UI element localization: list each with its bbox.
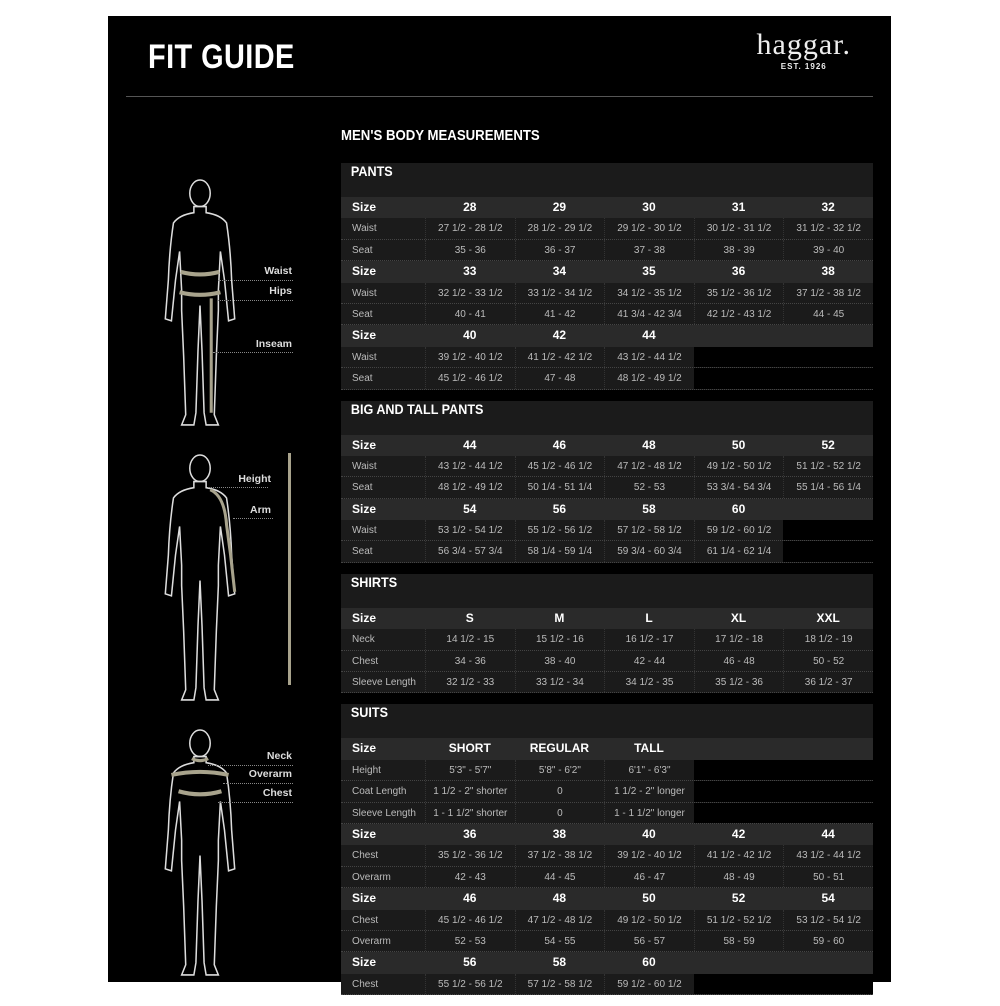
measurement-value: 41 1/2 - 42 1/2 xyxy=(694,845,784,865)
measurement-value: 48 - 49 xyxy=(694,867,784,887)
measurement-label: Chest xyxy=(352,850,379,862)
overarm-leader-line xyxy=(223,783,293,784)
measurement-value: 0 xyxy=(515,781,605,801)
measurement-value: 39 - 40 xyxy=(783,240,873,260)
measurement-value: 51 1/2 - 52 1/2 xyxy=(694,910,784,930)
overarm-label: Overarm xyxy=(248,768,292,780)
size-label: Size xyxy=(352,891,377,906)
measurement-value xyxy=(783,974,873,994)
measurement-value: 59 1/2 - 60 1/2 xyxy=(694,520,784,540)
measurement-value: 41 - 42 xyxy=(515,304,605,324)
size-row xyxy=(341,499,873,520)
measurement-value: 1 - 1 1/2" longer xyxy=(604,803,694,823)
measurement-value: 61 1/4 - 62 1/4 xyxy=(694,541,784,561)
size-value: 58 xyxy=(642,501,656,516)
size-value: 56 xyxy=(463,955,477,970)
measurement-tables xyxy=(341,163,873,1006)
measurement-value xyxy=(783,347,873,367)
size-label: Size xyxy=(352,826,377,841)
measurement-value: 55 1/4 - 56 1/4 xyxy=(783,477,873,497)
neck-leader-line xyxy=(208,765,293,766)
measurement-value xyxy=(694,760,784,780)
size-value: 44 xyxy=(463,437,477,452)
size-value: 33 xyxy=(463,264,477,279)
measurement-label: Seat xyxy=(352,482,373,494)
size-value: 36 xyxy=(463,826,477,841)
measurement-label: Seat xyxy=(352,546,373,558)
measurement-value: 53 1/2 - 54 1/2 xyxy=(783,910,873,930)
size-row xyxy=(341,325,873,346)
brand-name: haggar. xyxy=(756,28,851,61)
size-value: 48 xyxy=(642,437,656,452)
measurement-value: 47 1/2 - 48 1/2 xyxy=(604,456,694,476)
pants-body-figure-icon xyxy=(155,178,245,428)
size-row xyxy=(341,435,873,456)
measurement-row xyxy=(341,672,873,693)
height-label: Height xyxy=(238,473,271,485)
measurement-value: 53 1/2 - 54 1/2 xyxy=(425,520,515,540)
waist-label: Waist xyxy=(264,265,292,277)
measurement-value: 38 - 39 xyxy=(694,240,784,260)
table-title: BIG AND TALL PANTS xyxy=(350,400,484,417)
measurement-row xyxy=(341,520,873,541)
measurement-value: 41 3/4 - 42 3/4 xyxy=(604,304,694,324)
measurement-value: 1 - 1 1/2" shorter xyxy=(425,803,515,823)
measurement-label: Overarm xyxy=(352,871,391,883)
measurement-label: Waist xyxy=(352,223,377,235)
size-value: TALL xyxy=(634,741,664,756)
size-value: M xyxy=(554,610,565,625)
size-value xyxy=(694,738,784,759)
size-value: 50 xyxy=(642,891,656,906)
measurement-value: 50 - 51 xyxy=(783,867,873,887)
size-table-shirts xyxy=(341,574,873,694)
measurement-label: Waist xyxy=(352,351,377,363)
measurement-value: 35 1/2 - 36 1/2 xyxy=(694,283,784,303)
measurement-value: 42 - 43 xyxy=(425,867,515,887)
measurement-value xyxy=(783,541,873,561)
measurement-value: 59 1/2 - 60 1/2 xyxy=(604,974,694,994)
size-row xyxy=(341,197,873,218)
measurement-row xyxy=(341,974,873,995)
measurement-row xyxy=(341,651,873,672)
measurement-value: 16 1/2 - 17 xyxy=(604,629,694,649)
neck-label: Neck xyxy=(266,750,292,762)
size-row xyxy=(341,888,873,909)
measurement-label: Coat Length xyxy=(352,786,407,798)
measurement-value: 34 1/2 - 35 1/2 xyxy=(604,283,694,303)
measurement-value: 35 1/2 - 36 1/2 xyxy=(425,845,515,865)
measurement-value: 34 - 36 xyxy=(425,651,515,671)
measurement-row xyxy=(341,867,873,888)
size-value xyxy=(783,325,873,346)
measurement-label: Chest xyxy=(352,655,379,667)
size-label: Size xyxy=(352,741,377,756)
measurement-row xyxy=(341,218,873,239)
table-title: SUITS xyxy=(350,704,389,721)
size-value: 54 xyxy=(463,501,477,516)
inseam-leader-line xyxy=(213,352,293,353)
size-value: 42 xyxy=(731,826,746,841)
measurement-value: 54 - 55 xyxy=(515,931,605,951)
size-label: Size xyxy=(352,328,377,343)
size-label: Size xyxy=(352,610,377,625)
measurement-value: 50 - 52 xyxy=(783,651,873,671)
measurement-label: Waist xyxy=(352,287,377,299)
height-leader-line xyxy=(208,487,268,488)
measurement-value: 32 1/2 - 33 xyxy=(425,672,515,692)
measurement-value xyxy=(694,974,784,994)
measurement-value: 14 1/2 - 15 xyxy=(425,629,515,649)
measurement-row xyxy=(341,803,873,824)
arm-label: Arm xyxy=(249,504,271,516)
size-value: 48 xyxy=(552,891,567,906)
size-value: 34 xyxy=(552,264,567,279)
measurement-value: 46 - 47 xyxy=(604,867,694,887)
measurement-value: 44 - 45 xyxy=(515,867,605,887)
size-table-suits xyxy=(341,704,873,995)
measurement-value: 32 1/2 - 33 1/2 xyxy=(425,283,515,303)
measurement-value: 36 1/2 - 37 xyxy=(783,672,873,692)
measurement-value: 44 - 45 xyxy=(783,304,873,324)
size-value: 32 xyxy=(821,200,835,214)
height-arm-body-figure-icon xyxy=(155,453,245,703)
fit-guide-panel xyxy=(108,16,891,990)
chest-leader-line xyxy=(218,802,293,803)
size-value: XL xyxy=(730,610,747,625)
measurement-value: 38 - 40 xyxy=(515,651,605,671)
measurement-value: 42 1/2 - 43 1/2 xyxy=(694,304,784,324)
size-value: 40 xyxy=(642,826,656,841)
measurement-label: Waist xyxy=(352,460,377,472)
measurement-value: 37 1/2 - 38 1/2 xyxy=(515,845,605,865)
size-label: Size xyxy=(352,955,377,970)
hips-label: Hips xyxy=(269,285,292,297)
measurement-value: 56 - 57 xyxy=(604,931,694,951)
table-title: PANTS xyxy=(350,163,393,179)
height-measure-bar xyxy=(288,453,291,685)
size-value: 42 xyxy=(552,328,567,343)
measurement-value: 55 1/2 - 56 1/2 xyxy=(515,520,605,540)
measurement-label: Sleeve Length xyxy=(352,677,416,689)
measurement-value: 50 1/4 - 51 1/4 xyxy=(515,477,605,497)
measurement-row xyxy=(341,477,873,498)
measurement-value: 40 - 41 xyxy=(425,304,515,324)
measurement-value: 52 - 53 xyxy=(425,931,515,951)
measurement-row xyxy=(341,368,873,389)
measurement-row xyxy=(341,240,873,261)
size-value: L xyxy=(645,610,653,625)
measurement-row xyxy=(341,760,873,781)
size-label: Size xyxy=(352,264,377,279)
measurement-value: 35 - 36 xyxy=(425,240,515,260)
size-value: 30 xyxy=(642,200,656,214)
waist-leader-line xyxy=(218,280,293,281)
size-value: 52 xyxy=(821,437,835,452)
size-value: S xyxy=(465,610,474,625)
measurement-value xyxy=(783,803,873,823)
measurement-value: 33 1/2 - 34 xyxy=(515,672,605,692)
size-value: 60 xyxy=(731,501,746,516)
measurement-value xyxy=(783,781,873,801)
measurement-value: 52 - 53 xyxy=(604,477,694,497)
measurement-row xyxy=(341,910,873,931)
measurement-value: 39 1/2 - 40 1/2 xyxy=(425,347,515,367)
measurement-value: 6'1" - 6'3" xyxy=(604,760,694,780)
size-value: 56 xyxy=(552,501,567,516)
measurement-value: 57 1/2 - 58 1/2 xyxy=(604,520,694,540)
measurement-value: 42 - 44 xyxy=(604,651,694,671)
measurement-value: 48 1/2 - 49 1/2 xyxy=(425,477,515,497)
measurement-value: 56 3/4 - 57 3/4 xyxy=(425,541,515,561)
size-value: 29 xyxy=(552,200,567,214)
measurement-value: 45 1/2 - 46 1/2 xyxy=(425,910,515,930)
size-value xyxy=(694,325,784,346)
measurement-value xyxy=(783,520,873,540)
size-row xyxy=(341,952,873,973)
measurement-value: 41 1/2 - 42 1/2 xyxy=(515,347,605,367)
measurement-value: 34 1/2 - 35 xyxy=(604,672,694,692)
measurement-value: 43 1/2 - 44 1/2 xyxy=(604,347,694,367)
measurement-value: 39 1/2 - 40 1/2 xyxy=(604,845,694,865)
measurement-row xyxy=(341,845,873,866)
size-value: 54 xyxy=(821,891,835,906)
measurement-value: 15 1/2 - 16 xyxy=(515,629,605,649)
size-value: REGULAR xyxy=(529,741,590,756)
measurement-value: 37 - 38 xyxy=(604,240,694,260)
measurement-label: Seat xyxy=(352,244,373,256)
measurement-value: 5'3" - 5'7" xyxy=(425,760,515,780)
measurement-row xyxy=(341,347,873,368)
measurement-value: 1 1/2 - 2" shorter xyxy=(425,781,515,801)
measurement-row xyxy=(341,629,873,650)
size-label: Size xyxy=(352,501,377,516)
measurement-row xyxy=(341,304,873,325)
size-value: 28 xyxy=(463,200,477,214)
measurement-row xyxy=(341,283,873,304)
brand-tagline: EST. 1926 xyxy=(780,62,827,71)
size-value: 60 xyxy=(642,955,656,970)
size-value: 46 xyxy=(552,437,567,452)
size-value: SHORT xyxy=(448,741,491,756)
measurement-row xyxy=(341,541,873,562)
size-row xyxy=(341,824,873,845)
size-value xyxy=(694,952,784,973)
measurement-value: 45 1/2 - 46 1/2 xyxy=(515,456,605,476)
measurement-value: 58 1/4 - 59 1/4 xyxy=(515,541,605,561)
measurement-value: 31 1/2 - 32 1/2 xyxy=(783,218,873,238)
measurement-value: 35 1/2 - 36 xyxy=(694,672,784,692)
measurement-value: 28 1/2 - 29 1/2 xyxy=(515,218,605,238)
size-value: 50 xyxy=(731,437,746,452)
measurement-row xyxy=(341,931,873,952)
measurement-label: Sleeve Length xyxy=(352,807,416,819)
measurement-label: Chest xyxy=(352,978,379,990)
size-value: 38 xyxy=(552,826,567,841)
measurement-value: 55 1/2 - 56 1/2 xyxy=(425,974,515,994)
measurement-label: Seat xyxy=(352,373,373,385)
size-value xyxy=(783,499,873,520)
measurement-value: 37 1/2 - 38 1/2 xyxy=(783,283,873,303)
chest-label: Chest xyxy=(262,787,292,799)
size-value: 46 xyxy=(463,891,477,906)
measurement-value: 45 1/2 - 46 1/2 xyxy=(425,368,515,388)
size-row xyxy=(341,608,873,629)
measurement-label: Overarm xyxy=(352,935,391,947)
measurement-value: 0 xyxy=(515,803,605,823)
measurement-value: 53 3/4 - 54 3/4 xyxy=(694,477,784,497)
size-value: 40 xyxy=(463,328,477,343)
measurement-value: 43 1/2 - 44 1/2 xyxy=(425,456,515,476)
size-value: 44 xyxy=(821,826,835,841)
measurement-value xyxy=(783,760,873,780)
section-heading: MEN'S BODY MEASUREMENTS xyxy=(341,127,540,144)
hips-leader-line xyxy=(218,300,293,301)
size-label: Size xyxy=(352,200,377,214)
measurement-value xyxy=(783,368,873,388)
measurement-value: 18 1/2 - 19 xyxy=(783,629,873,649)
measurement-value: 47 1/2 - 48 1/2 xyxy=(515,910,605,930)
measurement-label: Seat xyxy=(352,308,373,320)
measurement-value xyxy=(694,781,784,801)
size-table-pants xyxy=(341,163,873,390)
size-value: 35 xyxy=(642,264,656,279)
measurement-value: 36 - 37 xyxy=(515,240,605,260)
measurement-value: 33 1/2 - 34 1/2 xyxy=(515,283,605,303)
measurement-value: 27 1/2 - 28 1/2 xyxy=(425,218,515,238)
measurement-value xyxy=(694,803,784,823)
size-table-big-and-tall-pants xyxy=(341,401,873,563)
measurement-value: 49 1/2 - 50 1/2 xyxy=(694,456,784,476)
size-row xyxy=(341,738,873,759)
size-value: 44 xyxy=(642,328,656,343)
measurement-value: 59 3/4 - 60 3/4 xyxy=(604,541,694,561)
measurement-value xyxy=(694,368,784,388)
measurement-value: 17 1/2 - 18 xyxy=(694,629,784,649)
size-value: XXL xyxy=(816,610,840,625)
size-value xyxy=(783,952,873,973)
haggar-logo xyxy=(757,28,851,71)
measurement-value xyxy=(694,347,784,367)
header-divider xyxy=(126,96,873,97)
size-value: 52 xyxy=(731,891,746,906)
size-value: 38 xyxy=(821,264,835,279)
arm-leader-line xyxy=(233,518,273,519)
measurement-value: 58 - 59 xyxy=(694,931,784,951)
measurement-label: Chest xyxy=(352,914,379,926)
measurement-row xyxy=(341,456,873,477)
measurement-value: 46 - 48 xyxy=(694,651,784,671)
measurement-value: 29 1/2 - 30 1/2 xyxy=(604,218,694,238)
measurement-row xyxy=(341,781,873,802)
size-value: 58 xyxy=(552,955,567,970)
measurement-value: 49 1/2 - 50 1/2 xyxy=(604,910,694,930)
size-value: 31 xyxy=(731,200,746,214)
inseam-label: Inseam xyxy=(255,338,292,350)
measurement-label: Height xyxy=(352,764,381,776)
measurement-label: Neck xyxy=(352,634,375,646)
measurement-value: 30 1/2 - 31 1/2 xyxy=(694,218,784,238)
measurement-value: 1 1/2 - 2" longer xyxy=(604,781,694,801)
table-title: SHIRTS xyxy=(350,573,398,590)
size-value: 36 xyxy=(731,264,746,279)
size-value xyxy=(783,738,873,759)
measurement-value: 47 - 48 xyxy=(515,368,605,388)
measurement-value: 43 1/2 - 44 1/2 xyxy=(783,845,873,865)
size-label: Size xyxy=(352,437,377,452)
measurement-value: 51 1/2 - 52 1/2 xyxy=(783,456,873,476)
measurement-value: 48 1/2 - 49 1/2 xyxy=(604,368,694,388)
measurement-label: Waist xyxy=(352,525,377,537)
measurement-value: 59 - 60 xyxy=(783,931,873,951)
page-title: FIT GUIDE xyxy=(148,38,295,76)
size-row xyxy=(341,261,873,282)
measurement-value: 5'8" - 6'2" xyxy=(515,760,605,780)
measurement-value: 57 1/2 - 58 1/2 xyxy=(515,974,605,994)
